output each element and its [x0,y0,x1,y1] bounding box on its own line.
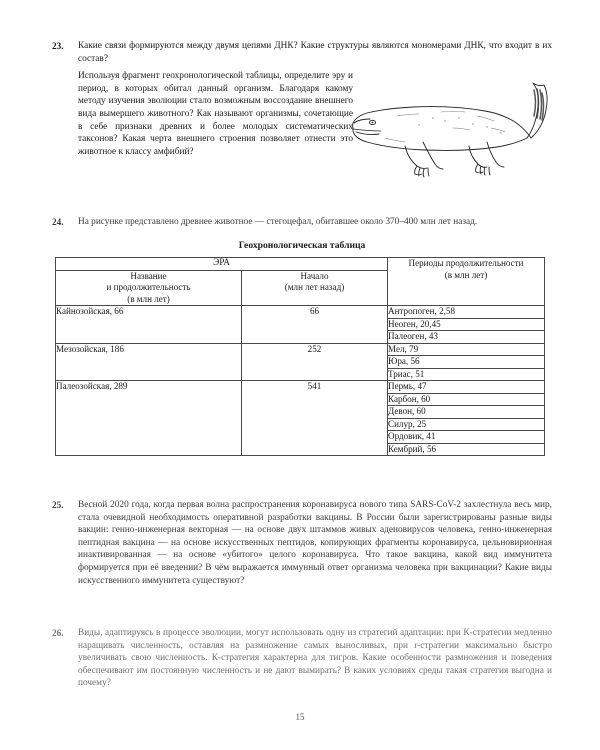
period-cell: Палеоген, 43 [388,331,545,344]
table-row [56,381,545,394]
table-head [56,258,545,306]
period-cell: Силур, 25 [388,418,545,431]
era-group-header: ЭРА [56,258,388,271]
periods-header-line-1: Периоды продолжительности [408,258,524,268]
question-24-number: 24. [52,217,64,228]
era-name-cell: Палеозойская, 289 [56,381,242,456]
table-group-header-row [56,258,545,271]
period-cell: Антропоген, 2,58 [388,306,545,319]
period-cell: Кембрий, 56 [388,443,545,456]
era-start-header-line-1: Начало [300,270,329,281]
period-cell: Неоген, 20,45 [388,318,545,331]
question-25-number: 25. [52,500,64,511]
period-cell: Ордовик, 41 [388,431,545,444]
question-24-paragraph-1: На рисунке представлено древнее животное — стегоцефал, обитавшее около 370–400 млн лет назад. [78,217,478,227]
era-name-cell: Кайнозойская, 66 [56,306,242,344]
era-start-column-header [242,270,388,306]
period-cell: Пермь, 47 [388,381,545,394]
period-cell: Триас, 51 [388,368,545,381]
question-26-number: 26. [52,628,64,639]
question-26-body [78,627,552,690]
question-25-body [78,499,552,587]
era-name-header-line-3: (в млн лет) [127,293,170,304]
question-25 [52,499,552,587]
question-26 [52,627,552,690]
era-start-cell: 541 [242,381,388,456]
era-start-cell: 252 [242,343,388,381]
stegocephalian-illustration [345,80,555,188]
question-24 [52,216,552,229]
era-start-header-line-2: (млн лет назад) [284,282,345,292]
era-name-column-header [56,270,242,306]
periods-header-line-2: (в млн лет) [444,269,488,280]
table-row [56,343,545,356]
era-name-header-line-2: и продолжительность [106,282,191,292]
era-name-header-line-1: Название [130,270,167,281]
era-name-cell: Мезозойская, 186 [56,343,242,381]
era-start-cell: 66 [242,306,388,344]
question-23-paragraph-1: Какие связи формируются между двумя цепями ДНК? Какие структуры являются мономерами ДНК, что входит в их состав? [78,41,552,64]
period-cell: Юра, 56 [388,356,545,369]
periods-column-header [388,258,545,306]
period-cell: Карбон, 60 [388,393,545,406]
geochronological-table [55,257,545,456]
question-24-body [78,216,552,229]
page-number: 15 [295,712,305,722]
table-body [56,306,545,456]
table-title: Геохронологическая таблица [238,240,366,251]
question-26-paragraph-1: Виды, адаптируясь в процессе эволюции, могут использовать одну из стратегий адаптации: при К-стратегии медленно наращивать численность, оставляя на размножение самых выносливых, при r-стратегии максимально быстро увеличивать свою численность. К-стратегия характерна для тигров. Какие особенности размножения и поведения обеспечивают им постоянную численность и не дают вымирать? В каких условиях среды такая стратегия выгодна и почему? [78,628,552,689]
question-23-paragraph-2: Используя фрагмент геохронологической таблицы, определите эру и период, в которых обитал данный организм. Благодаря какому методу изучения эволюции стало возможным воссоздание внешнего вида вымершего животного? Как называют организмы, сочетающие в себе признаки древних и более молодых систематических таксонов? Какая черта внешнего строения позволяет отнести это животное к классу амфибий? [78,71,353,157]
table-row [56,306,545,319]
question-25-paragraph-1: Весной 2020 года, когда первая волна распространения коронавируса нового типа SARS-CoV-2 захлестнула весь мир, стала очевидной необходимость оперативной разработки вакцины. В России были зарегистрированы разные виды вакцин: генно-инженерная векторная — на основе двух штаммов живых аденовирусов человека, генно-инженерная пептидная вакцина — на основе искусственных пептидов, копирующих фрагменты коронавируса, цельновирионная инактивированная — на основе «убитого» целого коронавируса. Что такое вакцина, какой вид иммунитета формируется при её введении? В чём выражается иммунный ответ организма человека при вакцинации? Какие виды искусственного иммунитета существуют? [78,500,552,586]
period-cell: Мел, 79 [388,343,545,356]
period-cell: Девон, 60 [388,406,545,419]
question-23-number: 23. [52,41,64,52]
